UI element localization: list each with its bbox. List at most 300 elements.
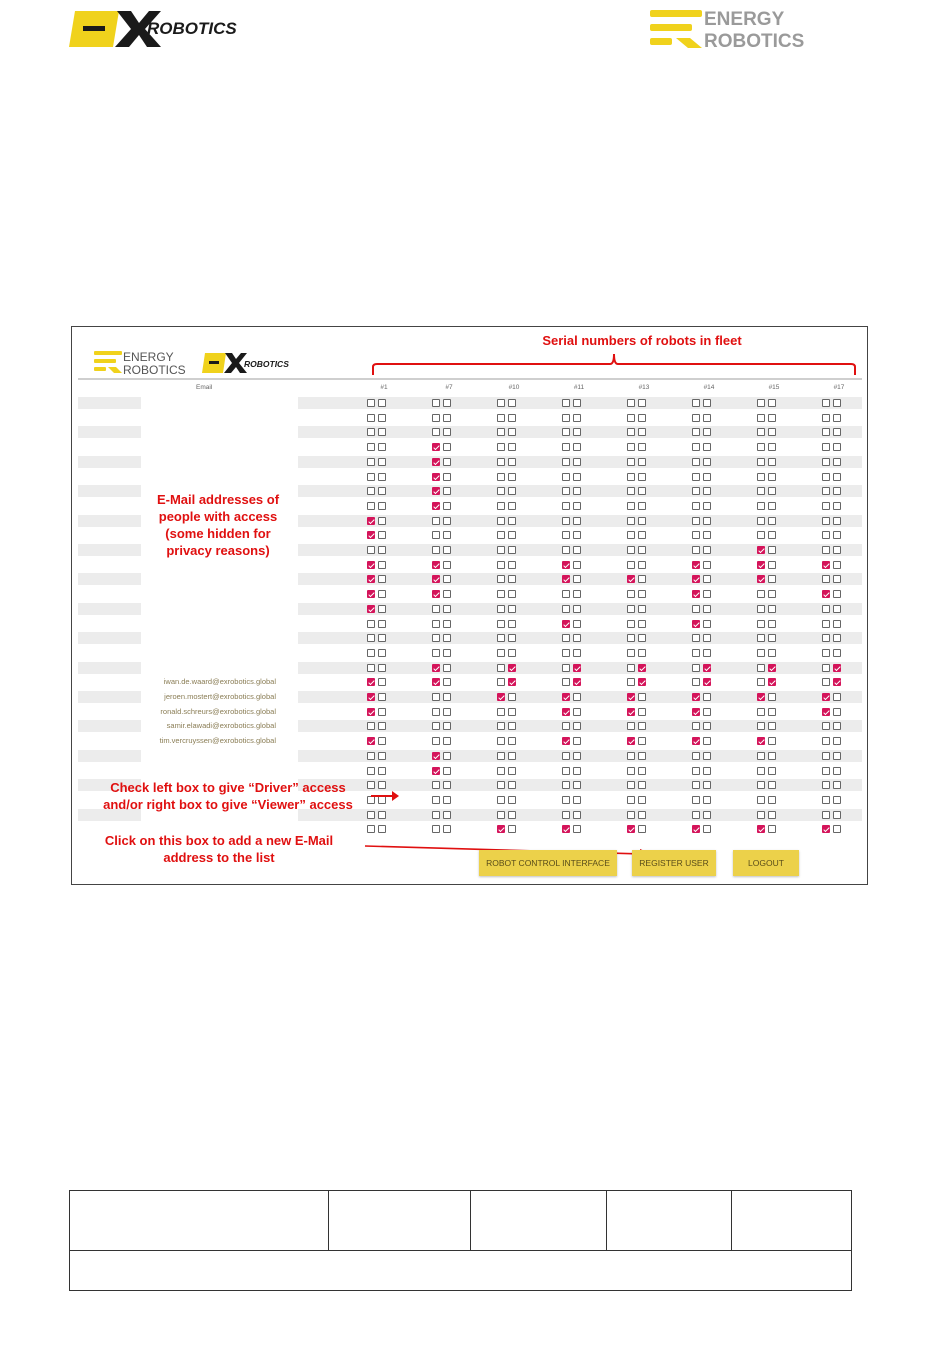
viewer-access-checkbox[interactable]: [378, 487, 386, 495]
viewer-access-checkbox[interactable]: [508, 605, 516, 613]
viewer-access-checkbox[interactable]: [378, 428, 386, 436]
viewer-access-checkbox[interactable]: [833, 796, 841, 804]
driver-access-checkbox[interactable]: [822, 605, 830, 613]
driver-access-checkbox[interactable]: [627, 443, 635, 451]
driver-access-checkbox[interactable]: [367, 825, 375, 833]
driver-access-checkbox[interactable]: [822, 502, 830, 510]
viewer-access-checkbox[interactable]: [443, 634, 451, 642]
driver-access-checkbox[interactable]: [497, 399, 505, 407]
driver-access-checkbox[interactable]: [627, 428, 635, 436]
viewer-access-checkbox[interactable]: [638, 575, 646, 583]
viewer-access-checkbox[interactable]: [638, 722, 646, 730]
viewer-access-checkbox[interactable]: [833, 767, 841, 775]
driver-access-checkbox[interactable]: [692, 531, 700, 539]
viewer-access-checkbox[interactable]: [443, 781, 451, 789]
viewer-access-checkbox[interactable]: [768, 590, 776, 598]
viewer-access-checkbox[interactable]: [443, 458, 451, 466]
viewer-access-checkbox[interactable]: [703, 825, 711, 833]
viewer-access-checkbox[interactable]: [508, 620, 516, 628]
viewer-access-checkbox[interactable]: [703, 531, 711, 539]
viewer-access-checkbox[interactable]: [508, 811, 516, 819]
viewer-access-checkbox[interactable]: [573, 487, 581, 495]
driver-access-checkbox[interactable]: [757, 575, 765, 583]
viewer-access-checkbox[interactable]: [378, 458, 386, 466]
driver-access-checkbox[interactable]: [432, 752, 440, 760]
driver-access-checkbox[interactable]: [757, 502, 765, 510]
driver-access-checkbox[interactable]: [432, 649, 440, 657]
driver-access-checkbox[interactable]: [822, 428, 830, 436]
driver-access-checkbox[interactable]: [822, 620, 830, 628]
driver-access-checkbox[interactable]: [627, 473, 635, 481]
viewer-access-checkbox[interactable]: [573, 752, 581, 760]
viewer-access-checkbox[interactable]: [443, 620, 451, 628]
driver-access-checkbox[interactable]: [757, 414, 765, 422]
viewer-access-checkbox[interactable]: [638, 458, 646, 466]
viewer-access-checkbox[interactable]: [508, 458, 516, 466]
viewer-access-checkbox[interactable]: [703, 605, 711, 613]
viewer-access-checkbox[interactable]: [508, 502, 516, 510]
driver-access-checkbox[interactable]: [367, 664, 375, 672]
viewer-access-checkbox[interactable]: [378, 737, 386, 745]
viewer-access-checkbox[interactable]: [703, 517, 711, 525]
driver-access-checkbox[interactable]: [367, 708, 375, 716]
viewer-access-checkbox[interactable]: [703, 634, 711, 642]
viewer-access-checkbox[interactable]: [768, 678, 776, 686]
driver-access-checkbox[interactable]: [497, 811, 505, 819]
register-user-button[interactable]: REGISTER USER: [632, 850, 716, 876]
viewer-access-checkbox[interactable]: [638, 620, 646, 628]
driver-access-checkbox[interactable]: [822, 531, 830, 539]
driver-access-checkbox[interactable]: [757, 811, 765, 819]
viewer-access-checkbox[interactable]: [573, 825, 581, 833]
driver-access-checkbox[interactable]: [562, 737, 570, 745]
viewer-access-checkbox[interactable]: [508, 796, 516, 804]
viewer-access-checkbox[interactable]: [703, 414, 711, 422]
viewer-access-checkbox[interactable]: [768, 414, 776, 422]
viewer-access-checkbox[interactable]: [508, 487, 516, 495]
driver-access-checkbox[interactable]: [367, 414, 375, 422]
driver-access-checkbox[interactable]: [562, 531, 570, 539]
driver-access-checkbox[interactable]: [497, 561, 505, 569]
driver-access-checkbox[interactable]: [497, 708, 505, 716]
viewer-access-checkbox[interactable]: [443, 546, 451, 554]
driver-access-checkbox[interactable]: [432, 811, 440, 819]
viewer-access-checkbox[interactable]: [703, 443, 711, 451]
driver-access-checkbox[interactable]: [497, 487, 505, 495]
viewer-access-checkbox[interactable]: [443, 443, 451, 451]
driver-access-checkbox[interactable]: [432, 502, 440, 510]
driver-access-checkbox[interactable]: [562, 546, 570, 554]
viewer-access-checkbox[interactable]: [638, 517, 646, 525]
viewer-access-checkbox[interactable]: [378, 825, 386, 833]
viewer-access-checkbox[interactable]: [378, 620, 386, 628]
viewer-access-checkbox[interactable]: [703, 546, 711, 554]
driver-access-checkbox[interactable]: [562, 664, 570, 672]
driver-access-checkbox[interactable]: [562, 752, 570, 760]
driver-access-checkbox[interactable]: [432, 620, 440, 628]
viewer-access-checkbox[interactable]: [703, 620, 711, 628]
driver-access-checkbox[interactable]: [562, 781, 570, 789]
viewer-access-checkbox[interactable]: [443, 517, 451, 525]
viewer-access-checkbox[interactable]: [573, 708, 581, 716]
driver-access-checkbox[interactable]: [627, 649, 635, 657]
viewer-access-checkbox[interactable]: [638, 737, 646, 745]
driver-access-checkbox[interactable]: [822, 575, 830, 583]
viewer-access-checkbox[interactable]: [833, 811, 841, 819]
viewer-access-checkbox[interactable]: [768, 796, 776, 804]
driver-access-checkbox[interactable]: [692, 517, 700, 525]
driver-access-checkbox[interactable]: [497, 590, 505, 598]
driver-access-checkbox[interactable]: [562, 590, 570, 598]
viewer-access-checkbox[interactable]: [638, 664, 646, 672]
driver-access-checkbox[interactable]: [367, 590, 375, 598]
viewer-access-checkbox[interactable]: [703, 428, 711, 436]
viewer-access-checkbox[interactable]: [768, 825, 776, 833]
driver-access-checkbox[interactable]: [822, 517, 830, 525]
driver-access-checkbox[interactable]: [627, 546, 635, 554]
driver-access-checkbox[interactable]: [757, 767, 765, 775]
viewer-access-checkbox[interactable]: [508, 708, 516, 716]
viewer-access-checkbox[interactable]: [768, 531, 776, 539]
viewer-access-checkbox[interactable]: [508, 590, 516, 598]
viewer-access-checkbox[interactable]: [638, 414, 646, 422]
driver-access-checkbox[interactable]: [627, 737, 635, 745]
viewer-access-checkbox[interactable]: [638, 531, 646, 539]
driver-access-checkbox[interactable]: [757, 708, 765, 716]
viewer-access-checkbox[interactable]: [833, 531, 841, 539]
viewer-access-checkbox[interactable]: [378, 605, 386, 613]
driver-access-checkbox[interactable]: [432, 561, 440, 569]
viewer-access-checkbox[interactable]: [378, 752, 386, 760]
viewer-access-checkbox[interactable]: [573, 428, 581, 436]
viewer-access-checkbox[interactable]: [768, 693, 776, 701]
viewer-access-checkbox[interactable]: [508, 664, 516, 672]
viewer-access-checkbox[interactable]: [508, 428, 516, 436]
viewer-access-checkbox[interactable]: [508, 767, 516, 775]
viewer-access-checkbox[interactable]: [833, 781, 841, 789]
viewer-access-checkbox[interactable]: [573, 678, 581, 686]
driver-access-checkbox[interactable]: [562, 458, 570, 466]
driver-access-checkbox[interactable]: [432, 546, 440, 554]
viewer-access-checkbox[interactable]: [703, 678, 711, 686]
driver-access-checkbox[interactable]: [497, 546, 505, 554]
viewer-access-checkbox[interactable]: [638, 473, 646, 481]
viewer-access-checkbox[interactable]: [768, 458, 776, 466]
viewer-access-checkbox[interactable]: [508, 649, 516, 657]
viewer-access-checkbox[interactable]: [768, 473, 776, 481]
viewer-access-checkbox[interactable]: [378, 649, 386, 657]
viewer-access-checkbox[interactable]: [378, 517, 386, 525]
driver-access-checkbox[interactable]: [627, 487, 635, 495]
driver-access-checkbox[interactable]: [497, 781, 505, 789]
viewer-access-checkbox[interactable]: [703, 693, 711, 701]
driver-access-checkbox[interactable]: [822, 796, 830, 804]
viewer-access-checkbox[interactable]: [703, 811, 711, 819]
driver-access-checkbox[interactable]: [432, 781, 440, 789]
driver-access-checkbox[interactable]: [627, 620, 635, 628]
viewer-access-checkbox[interactable]: [768, 708, 776, 716]
driver-access-checkbox[interactable]: [562, 708, 570, 716]
driver-access-checkbox[interactable]: [757, 722, 765, 730]
viewer-access-checkbox[interactable]: [638, 561, 646, 569]
viewer-access-checkbox[interactable]: [443, 767, 451, 775]
viewer-access-checkbox[interactable]: [378, 678, 386, 686]
driver-access-checkbox[interactable]: [367, 458, 375, 466]
driver-access-checkbox[interactable]: [432, 634, 440, 642]
viewer-access-checkbox[interactable]: [638, 399, 646, 407]
viewer-access-checkbox[interactable]: [378, 414, 386, 422]
driver-access-checkbox[interactable]: [757, 605, 765, 613]
driver-access-checkbox[interactable]: [757, 443, 765, 451]
viewer-access-checkbox[interactable]: [638, 605, 646, 613]
driver-access-checkbox[interactable]: [367, 561, 375, 569]
viewer-access-checkbox[interactable]: [443, 487, 451, 495]
driver-access-checkbox[interactable]: [692, 473, 700, 481]
viewer-access-checkbox[interactable]: [768, 634, 776, 642]
driver-access-checkbox[interactable]: [757, 487, 765, 495]
driver-access-checkbox[interactable]: [757, 458, 765, 466]
viewer-access-checkbox[interactable]: [768, 546, 776, 554]
driver-access-checkbox[interactable]: [367, 428, 375, 436]
viewer-access-checkbox[interactable]: [638, 487, 646, 495]
driver-access-checkbox[interactable]: [692, 487, 700, 495]
driver-access-checkbox[interactable]: [367, 473, 375, 481]
driver-access-checkbox[interactable]: [692, 458, 700, 466]
driver-access-checkbox[interactable]: [367, 620, 375, 628]
driver-access-checkbox[interactable]: [627, 796, 635, 804]
driver-access-checkbox[interactable]: [432, 428, 440, 436]
driver-access-checkbox[interactable]: [497, 605, 505, 613]
driver-access-checkbox[interactable]: [562, 561, 570, 569]
viewer-access-checkbox[interactable]: [703, 796, 711, 804]
driver-access-checkbox[interactable]: [497, 502, 505, 510]
driver-access-checkbox[interactable]: [822, 811, 830, 819]
viewer-access-checkbox[interactable]: [833, 502, 841, 510]
driver-access-checkbox[interactable]: [497, 693, 505, 701]
driver-access-checkbox[interactable]: [627, 414, 635, 422]
viewer-access-checkbox[interactable]: [638, 796, 646, 804]
viewer-access-checkbox[interactable]: [703, 458, 711, 466]
viewer-access-checkbox[interactable]: [443, 399, 451, 407]
driver-access-checkbox[interactable]: [822, 693, 830, 701]
viewer-access-checkbox[interactable]: [443, 649, 451, 657]
viewer-access-checkbox[interactable]: [573, 502, 581, 510]
driver-access-checkbox[interactable]: [822, 414, 830, 422]
driver-access-checkbox[interactable]: [497, 678, 505, 686]
driver-access-checkbox[interactable]: [692, 767, 700, 775]
driver-access-checkbox[interactable]: [432, 693, 440, 701]
driver-access-checkbox[interactable]: [367, 443, 375, 451]
driver-access-checkbox[interactable]: [562, 767, 570, 775]
driver-access-checkbox[interactable]: [432, 517, 440, 525]
viewer-access-checkbox[interactable]: [443, 708, 451, 716]
driver-access-checkbox[interactable]: [432, 767, 440, 775]
viewer-access-checkbox[interactable]: [573, 517, 581, 525]
viewer-access-checkbox[interactable]: [443, 752, 451, 760]
viewer-access-checkbox[interactable]: [573, 414, 581, 422]
driver-access-checkbox[interactable]: [692, 605, 700, 613]
driver-access-checkbox[interactable]: [692, 414, 700, 422]
driver-access-checkbox[interactable]: [497, 458, 505, 466]
driver-access-checkbox[interactable]: [432, 737, 440, 745]
viewer-access-checkbox[interactable]: [768, 561, 776, 569]
driver-access-checkbox[interactable]: [692, 634, 700, 642]
viewer-access-checkbox[interactable]: [703, 590, 711, 598]
driver-access-checkbox[interactable]: [562, 487, 570, 495]
viewer-access-checkbox[interactable]: [833, 517, 841, 525]
driver-access-checkbox[interactable]: [562, 825, 570, 833]
driver-access-checkbox[interactable]: [432, 575, 440, 583]
viewer-access-checkbox[interactable]: [378, 781, 386, 789]
driver-access-checkbox[interactable]: [757, 546, 765, 554]
viewer-access-checkbox[interactable]: [768, 428, 776, 436]
driver-access-checkbox[interactable]: [692, 664, 700, 672]
driver-access-checkbox[interactable]: [757, 678, 765, 686]
driver-access-checkbox[interactable]: [432, 678, 440, 686]
viewer-access-checkbox[interactable]: [443, 575, 451, 583]
viewer-access-checkbox[interactable]: [573, 458, 581, 466]
viewer-access-checkbox[interactable]: [378, 634, 386, 642]
viewer-access-checkbox[interactable]: [703, 502, 711, 510]
driver-access-checkbox[interactable]: [497, 737, 505, 745]
driver-access-checkbox[interactable]: [627, 502, 635, 510]
driver-access-checkbox[interactable]: [692, 796, 700, 804]
driver-access-checkbox[interactable]: [432, 708, 440, 716]
driver-access-checkbox[interactable]: [497, 825, 505, 833]
driver-access-checkbox[interactable]: [757, 796, 765, 804]
viewer-access-checkbox[interactable]: [443, 414, 451, 422]
driver-access-checkbox[interactable]: [692, 428, 700, 436]
driver-access-checkbox[interactable]: [822, 546, 830, 554]
driver-access-checkbox[interactable]: [562, 414, 570, 422]
driver-access-checkbox[interactable]: [757, 590, 765, 598]
driver-access-checkbox[interactable]: [367, 634, 375, 642]
driver-access-checkbox[interactable]: [692, 620, 700, 628]
driver-access-checkbox[interactable]: [432, 531, 440, 539]
driver-access-checkbox[interactable]: [562, 517, 570, 525]
driver-access-checkbox[interactable]: [822, 781, 830, 789]
viewer-access-checkbox[interactable]: [833, 737, 841, 745]
driver-access-checkbox[interactable]: [367, 737, 375, 745]
driver-access-checkbox[interactable]: [432, 590, 440, 598]
driver-access-checkbox[interactable]: [692, 561, 700, 569]
driver-access-checkbox[interactable]: [822, 752, 830, 760]
viewer-access-checkbox[interactable]: [378, 811, 386, 819]
driver-access-checkbox[interactable]: [822, 634, 830, 642]
driver-access-checkbox[interactable]: [822, 649, 830, 657]
driver-access-checkbox[interactable]: [367, 605, 375, 613]
viewer-access-checkbox[interactable]: [508, 722, 516, 730]
driver-access-checkbox[interactable]: [757, 825, 765, 833]
driver-access-checkbox[interactable]: [627, 590, 635, 598]
driver-access-checkbox[interactable]: [497, 473, 505, 481]
driver-access-checkbox[interactable]: [692, 649, 700, 657]
driver-access-checkbox[interactable]: [497, 796, 505, 804]
driver-access-checkbox[interactable]: [692, 722, 700, 730]
driver-access-checkbox[interactable]: [692, 590, 700, 598]
driver-access-checkbox[interactable]: [692, 737, 700, 745]
viewer-access-checkbox[interactable]: [768, 722, 776, 730]
viewer-access-checkbox[interactable]: [443, 664, 451, 672]
driver-access-checkbox[interactable]: [627, 708, 635, 716]
viewer-access-checkbox[interactable]: [573, 693, 581, 701]
viewer-access-checkbox[interactable]: [443, 531, 451, 539]
viewer-access-checkbox[interactable]: [768, 399, 776, 407]
viewer-access-checkbox[interactable]: [443, 796, 451, 804]
driver-access-checkbox[interactable]: [367, 678, 375, 686]
driver-access-checkbox[interactable]: [822, 590, 830, 598]
driver-access-checkbox[interactable]: [562, 722, 570, 730]
driver-access-checkbox[interactable]: [367, 546, 375, 554]
viewer-access-checkbox[interactable]: [508, 546, 516, 554]
viewer-access-checkbox[interactable]: [573, 634, 581, 642]
viewer-access-checkbox[interactable]: [638, 752, 646, 760]
viewer-access-checkbox[interactable]: [443, 825, 451, 833]
driver-access-checkbox[interactable]: [497, 428, 505, 436]
viewer-access-checkbox[interactable]: [573, 620, 581, 628]
viewer-access-checkbox[interactable]: [573, 781, 581, 789]
driver-access-checkbox[interactable]: [627, 781, 635, 789]
driver-access-checkbox[interactable]: [822, 767, 830, 775]
viewer-access-checkbox[interactable]: [703, 473, 711, 481]
viewer-access-checkbox[interactable]: [573, 722, 581, 730]
driver-access-checkbox[interactable]: [627, 399, 635, 407]
driver-access-checkbox[interactable]: [497, 752, 505, 760]
viewer-access-checkbox[interactable]: [378, 664, 386, 672]
driver-access-checkbox[interactable]: [627, 517, 635, 525]
viewer-access-checkbox[interactable]: [378, 767, 386, 775]
viewer-access-checkbox[interactable]: [638, 590, 646, 598]
driver-access-checkbox[interactable]: [692, 693, 700, 701]
driver-access-checkbox[interactable]: [432, 487, 440, 495]
viewer-access-checkbox[interactable]: [833, 825, 841, 833]
viewer-access-checkbox[interactable]: [508, 473, 516, 481]
viewer-access-checkbox[interactable]: [443, 561, 451, 569]
driver-access-checkbox[interactable]: [627, 693, 635, 701]
viewer-access-checkbox[interactable]: [573, 399, 581, 407]
driver-access-checkbox[interactable]: [367, 722, 375, 730]
driver-access-checkbox[interactable]: [822, 678, 830, 686]
driver-access-checkbox[interactable]: [497, 649, 505, 657]
viewer-access-checkbox[interactable]: [768, 517, 776, 525]
driver-access-checkbox[interactable]: [432, 796, 440, 804]
driver-access-checkbox[interactable]: [757, 752, 765, 760]
viewer-access-checkbox[interactable]: [638, 781, 646, 789]
viewer-access-checkbox[interactable]: [833, 634, 841, 642]
viewer-access-checkbox[interactable]: [378, 399, 386, 407]
driver-access-checkbox[interactable]: [757, 693, 765, 701]
viewer-access-checkbox[interactable]: [573, 473, 581, 481]
viewer-access-checkbox[interactable]: [638, 693, 646, 701]
driver-access-checkbox[interactable]: [367, 693, 375, 701]
viewer-access-checkbox[interactable]: [833, 428, 841, 436]
driver-access-checkbox[interactable]: [692, 502, 700, 510]
viewer-access-checkbox[interactable]: [833, 605, 841, 613]
viewer-access-checkbox[interactable]: [703, 752, 711, 760]
driver-access-checkbox[interactable]: [562, 678, 570, 686]
viewer-access-checkbox[interactable]: [703, 737, 711, 745]
driver-access-checkbox[interactable]: [692, 781, 700, 789]
viewer-access-checkbox[interactable]: [508, 443, 516, 451]
driver-access-checkbox[interactable]: [562, 473, 570, 481]
viewer-access-checkbox[interactable]: [703, 561, 711, 569]
driver-access-checkbox[interactable]: [822, 458, 830, 466]
viewer-access-checkbox[interactable]: [378, 575, 386, 583]
driver-access-checkbox[interactable]: [497, 414, 505, 422]
driver-access-checkbox[interactable]: [692, 443, 700, 451]
driver-access-checkbox[interactable]: [627, 458, 635, 466]
viewer-access-checkbox[interactable]: [573, 737, 581, 745]
